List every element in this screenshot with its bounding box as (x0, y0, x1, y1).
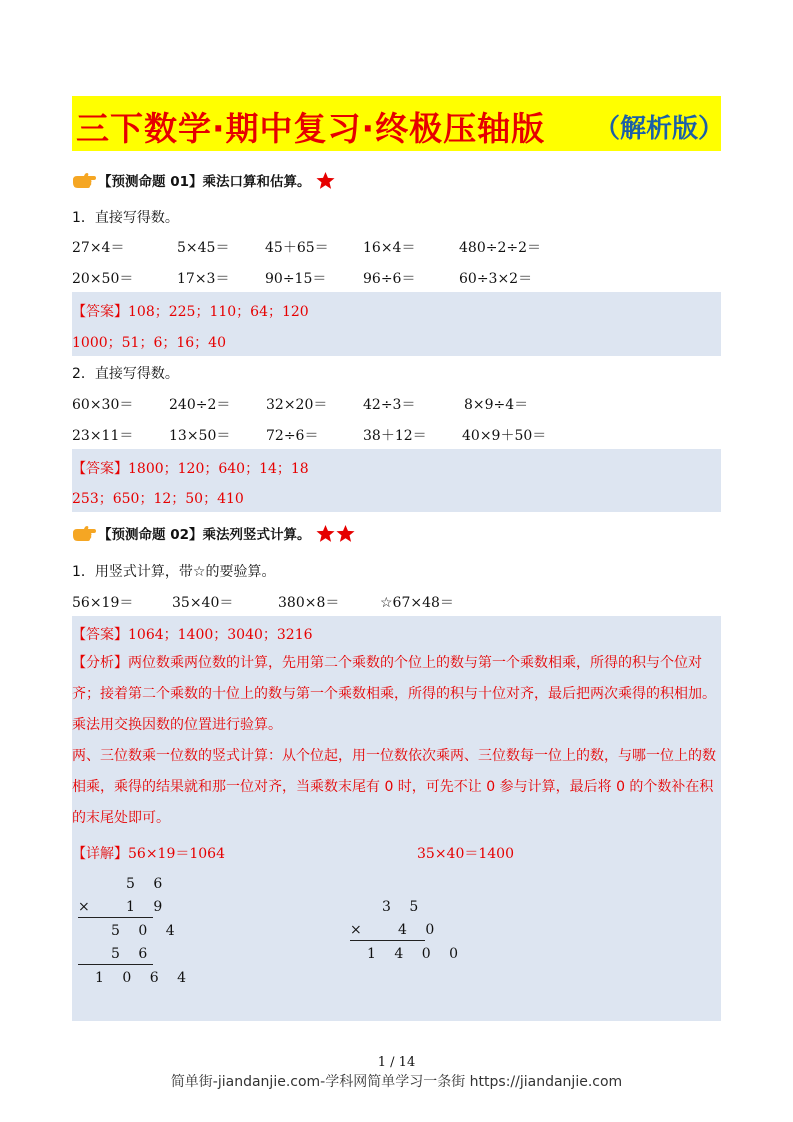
section-heading-01 (72, 167, 335, 193)
detail-label: 【详解】 (72, 846, 128, 862)
vc-sign: × (78, 899, 97, 915)
pointing-hand-icon (72, 171, 96, 189)
detail-equation: 56×19＝1064 (128, 846, 225, 862)
pointing-hand-icon (72, 524, 96, 542)
expression: 27×4＝ (72, 240, 125, 256)
expression: 240÷2＝ (169, 397, 231, 413)
expression: 45＋65＝ (265, 240, 329, 256)
analysis-label: 【分析】 (72, 655, 128, 671)
question-prompt: 1．用竖式计算，带☆的要验算。 (72, 564, 276, 580)
section-heading-text: 【预测命题 02】乘法列竖式计算。 (98, 527, 311, 543)
expression: 38＋12＝ (363, 428, 427, 444)
expression: 17×3＝ (177, 271, 230, 287)
analysis-text: 两位数乘两位数的计算，先用第二个乘数的个位上的数与第一个乘数相乘，所得的积与个位对齐；接着第二个乘数的十位上的数与第一个乘数相乘，所得的积与十位对齐，最后把两次乘得的积相加。乘法用交换因数的位置进行验算。 (72, 655, 716, 733)
vc-result: 1 4 0 0 (367, 946, 465, 962)
answer-label: 【答案】 (72, 304, 128, 320)
expression: 8×9÷4＝ (464, 397, 529, 413)
answer-label: 【答案】 (72, 627, 128, 643)
expression-row (72, 237, 721, 257)
star-icon (336, 524, 355, 543)
title-banner (72, 96, 725, 151)
expression: 380×8＝ (278, 595, 340, 611)
answer-line-1 (72, 624, 313, 644)
expression-row (72, 592, 721, 612)
expression: 96÷6＝ (363, 271, 416, 287)
vc-multiplier: 4 0 (398, 922, 442, 938)
expression: 90÷15＝ (265, 271, 327, 287)
expression: 16×4＝ (363, 240, 416, 256)
expression: 72÷6＝ (266, 428, 319, 444)
page-number: 1 / 14 (377, 1055, 416, 1070)
expression: 13×50＝ (169, 428, 231, 444)
expression-row (72, 394, 721, 414)
answer-values: 108；225；110；64；120 (128, 304, 309, 320)
vc-partial-2: 5 6 (111, 946, 155, 962)
detail-equation-2: 35×40＝1400 (417, 846, 514, 862)
expression: 5×45＝ (177, 240, 230, 256)
answer-label: 【答案】 (72, 461, 128, 477)
answer-box (72, 449, 721, 512)
answer-line-1 (72, 458, 309, 478)
expression: 32×20＝ (266, 397, 328, 413)
answer-box (72, 292, 721, 356)
detail-line-1 (72, 843, 225, 863)
expression: 480÷2÷2＝ (459, 240, 541, 256)
answer-box (72, 616, 721, 1021)
vc-line (350, 940, 425, 941)
expression: 56×19＝ (72, 595, 134, 611)
expression: 35×40＝ (172, 595, 234, 611)
star-icon (316, 524, 335, 543)
expression: 60×30＝ (72, 397, 134, 413)
analysis-paragraph-2: 两、三位数乘一位数的竖式计算：从个位起，用一位数依次乘两、三位数每一位上的数，与哪一位上的数相乘，乘得的结果就和那一位对齐，当乘数末尾有 0 时，可先不让 0 参与计算，最后将 0 的个数补在积的末尾处即可。 (72, 748, 716, 826)
answer-values: 1800；120；640；14；18 (128, 461, 309, 477)
vc-multiplicand: 3 5 (382, 899, 426, 915)
expression: ☆67×48＝ (380, 595, 454, 611)
expression-row (72, 268, 721, 288)
expression: 23×11＝ (72, 428, 134, 444)
star-icon (316, 171, 335, 190)
answer-line-1 (72, 301, 309, 321)
answer-line-2: 253；650；12；50；410 (72, 491, 244, 507)
page-title: 三下数学·期中复习·终极压轴版 (76, 109, 546, 148)
answer-values: 1064；1400；3040；3216 (128, 627, 313, 643)
vc-multiplicand: 5 6 (126, 876, 170, 892)
section-heading-02 (72, 520, 355, 546)
expression-row (72, 425, 721, 445)
expression: 42÷3＝ (363, 397, 416, 413)
vc-partial-1: 5 0 4 (111, 923, 182, 939)
page-subtitle: （解析版） (594, 114, 725, 144)
expression: 40×9＋50＝ (462, 428, 547, 444)
vertical-calculation-2 (344, 872, 465, 972)
vertical-calculation-1 (72, 872, 193, 992)
vc-line (78, 964, 153, 965)
expression: 60÷3×2＝ (459, 271, 533, 287)
question-prompt: 1．直接写得数。 (72, 210, 179, 226)
expression: 20×50＝ (72, 271, 134, 287)
question-prompt: 2．直接写得数。 (72, 366, 179, 382)
vc-line (78, 917, 153, 918)
vc-result: 1 0 6 4 (95, 970, 193, 986)
footer-watermark: 简单街-jiandanjie.com-学科网简单学习一条街 https://jiandanjie.com (170, 1074, 623, 1090)
section-heading-text: 【预测命题 01】乘法口算和估算。 (98, 174, 311, 190)
analysis-paragraph-1 (72, 648, 721, 741)
answer-line-2: 1000；51；6；16；40 (72, 335, 226, 351)
vc-multiplier: 1 9 (126, 899, 170, 915)
vc-sign: × (350, 922, 369, 938)
